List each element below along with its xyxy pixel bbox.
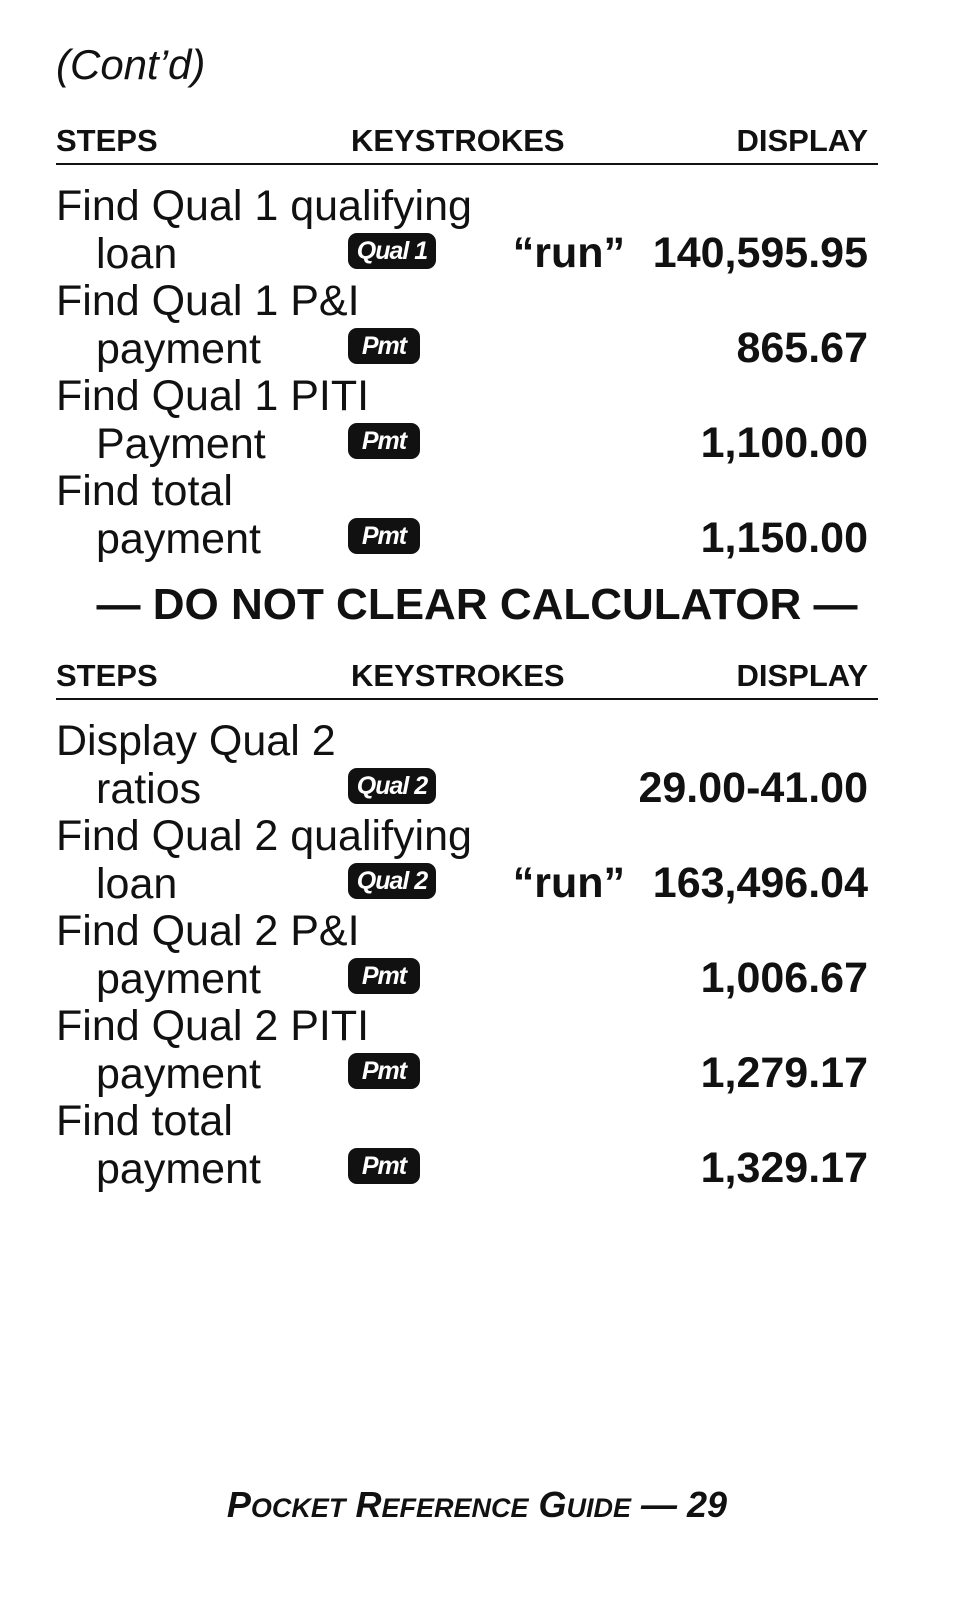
header-display: DISPLAY — [736, 123, 868, 158]
pmt-key-icon: Pmt — [348, 1053, 420, 1089]
step-description-cont: payment — [96, 1145, 261, 1193]
footer-text: EFERENCE — [381, 1493, 529, 1523]
step-description-cont: loan — [96, 230, 178, 278]
step-description-cont: payment — [96, 515, 261, 563]
step-row — [56, 1002, 878, 1101]
table-header — [56, 658, 878, 700]
continued-label: (Cont’d) — [56, 41, 206, 88]
run-indicator: “run” — [512, 229, 625, 277]
step-description: Find total — [56, 1097, 233, 1145]
header-keystrokes: KEYSTROKES — [351, 123, 565, 158]
step-description-cont: ratios — [96, 765, 202, 813]
step-description: Find Qual 1 P&I — [56, 277, 360, 325]
step-description: Find Qual 2 PITI — [56, 1002, 370, 1050]
footer-text: G — [538, 1484, 567, 1525]
step-row — [56, 467, 878, 566]
run-indicator: “run” — [512, 859, 625, 907]
step-row — [56, 717, 878, 816]
display-value: 1,279.17 — [700, 1049, 868, 1097]
display-value: 29.00-41.00 — [638, 764, 868, 812]
footer-text: P — [226, 1484, 251, 1525]
step-description: Find total — [56, 467, 233, 515]
qual-1-key-icon: Qual 1 — [348, 233, 436, 269]
step-row — [56, 907, 878, 1006]
qual-2-key-icon: Qual 2 — [348, 863, 436, 899]
step-description-cont: Payment — [96, 420, 266, 468]
table-header — [56, 123, 878, 165]
pmt-key-icon: Pmt — [348, 328, 420, 364]
pmt-key-icon: Pmt — [348, 958, 420, 994]
header-display: DISPLAY — [736, 658, 868, 693]
display-value: 1,329.17 — [700, 1144, 868, 1192]
step-description: Display Qual 2 — [56, 717, 336, 765]
step-row — [56, 182, 878, 281]
header-steps: STEPS — [56, 123, 158, 158]
step-description-cont: payment — [96, 955, 261, 1003]
step-row — [56, 812, 878, 911]
pmt-key-icon: Pmt — [348, 518, 420, 554]
step-description: Find Qual 2 P&I — [56, 907, 360, 955]
display-value: 865.67 — [736, 324, 868, 372]
display-value: 1,150.00 — [700, 514, 868, 562]
step-description-cont: payment — [96, 325, 261, 373]
footer-text: R — [355, 1484, 382, 1525]
footer-text: UIDE — [566, 1493, 632, 1523]
display-value: 140,595.95 — [652, 229, 868, 277]
step-row — [56, 372, 878, 471]
step-row — [56, 1097, 878, 1196]
pmt-key-icon: Pmt — [348, 423, 420, 459]
step-description-cont: payment — [96, 1050, 261, 1098]
step-description-cont: loan — [96, 860, 178, 908]
header-steps: STEPS — [56, 658, 158, 693]
qual-2-key-icon: Qual 2 — [348, 768, 436, 804]
display-value: 1,006.67 — [700, 954, 868, 1002]
pmt-key-icon: Pmt — [348, 1148, 420, 1184]
page-footer — [0, 1484, 954, 1525]
step-description: Find Qual 2 qualifying — [56, 812, 472, 860]
page-number: — 29 — [641, 1484, 728, 1525]
footer-text: OCKET — [250, 1493, 346, 1523]
display-value: 163,496.04 — [652, 859, 868, 907]
header-keystrokes: KEYSTROKES — [351, 658, 565, 693]
display-value: 1,100.00 — [700, 419, 868, 467]
step-description: Find Qual 1 qualifying — [56, 182, 472, 230]
warning-notice: — DO NOT CLEAR CALCULATOR — — [96, 580, 858, 629]
step-description: Find Qual 1 PITI — [56, 372, 370, 420]
step-row — [56, 277, 878, 376]
